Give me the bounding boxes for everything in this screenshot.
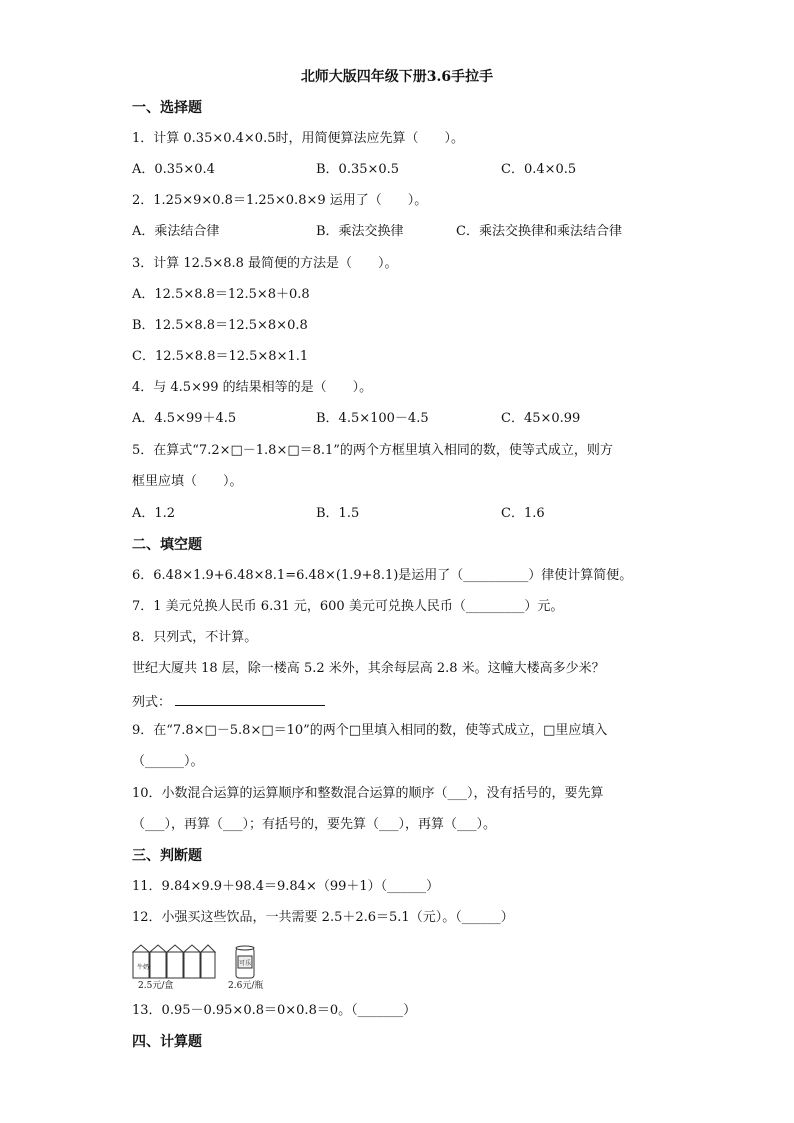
question-2-option-c: C．乘法交换律和乘法结合律 [456, 224, 622, 239]
question-2-option-a: A．乘法结合律 [132, 224, 220, 239]
milk-price-caption: 2.5元/盒 [138, 981, 174, 991]
section-heading-choice: 一、选择题 [132, 100, 202, 116]
question-1: 1．计算 0.35×0.4×0.5时，用简便算法应先算（ ）。 [132, 131, 464, 146]
question-3: 3．计算 12.5×8.8 最简便的方法是（ ）。 [132, 256, 398, 271]
section-heading-fill: 二、填空题 [132, 537, 202, 553]
question-10-line-1: 10．小数混合运算的运算顺序和整数混合运算的顺序（___），没有括号的，要先算 [132, 786, 604, 801]
question-4-option-c: C．45×0.99 [501, 411, 581, 426]
question-10-line-2: （___），再算（___）；有括号的，要先算（___），再算（___）。 [132, 817, 497, 832]
section-heading-calc: 四、计算题 [132, 1034, 202, 1050]
question-1-option-c: C．0.4×0.5 [501, 162, 577, 177]
question-4-option-a: A．4.5×99＋4.5 [132, 411, 237, 426]
section-heading-judge: 三、判断题 [132, 848, 202, 864]
question-5-line-1: 5．在算式“7.2×□－1.8×□＝8.1”的两个方框里填入相同的数，使等式成立，则方 [132, 443, 613, 458]
question-1-option-a: A．0.35×0.4 [132, 162, 215, 177]
question-2-option-b: B．乘法交换律 [316, 224, 404, 239]
question-8-problem: 世纪大厦共 18 层，除一楼高 5.2 米外，其余每层高 2.8 米。这幢大楼高多少米？ [132, 661, 605, 676]
milk-carton-label: 牛奶 [137, 964, 150, 971]
question-3-option-b: B．12.5×8.8＝12.5×8×0.8 [132, 318, 308, 333]
question-3-option-a: A．12.5×8.8＝12.5×8＋0.8 [132, 287, 310, 302]
question-6: 6．6.48×1.9+6.48×8.1=6.48×(1.9+8.1)是运用了（__________）律使计算简便。 [132, 568, 633, 583]
question-11: 11．9.84×9.9＋98.4＝9.84×（99＋1）（______） [132, 879, 440, 894]
question-7: 7．1 美元兑换人民币 6.31 元，600 美元可兑换人民币（_________）元。 [132, 599, 564, 614]
question-12: 12．小强买这些饮品，一共需要 2.5＋2.6＝5.1（元）。（______） [132, 910, 514, 925]
question-8-answer-label: 列式： [132, 695, 172, 710]
question-5-option-c: C．1.6 [501, 506, 545, 521]
question-5-option-b: B．1.5 [316, 506, 360, 521]
question-8: 8．只列式，不计算。 [132, 630, 258, 645]
question-9-line-1: 9．在“7.8×□－5.8×□＝10”的两个□里填入相同的数，使等式成立，□里应填入 [132, 723, 608, 738]
page-title: 北师大版四年级下册3.6手拉手 [300, 69, 494, 85]
question-4: 4．与 4.5×99 的结果相等的是（ ）。 [132, 380, 373, 395]
drink-can-label: 可乐 [239, 960, 252, 967]
milk-carton-icon [133, 945, 215, 978]
question-5-option-a: A．1.2 [132, 506, 176, 521]
question-13: 13．0.95－0.95×0.8＝0×0.8＝0。（_______） [132, 1003, 417, 1018]
question-9-line-2: （______）。 [132, 754, 204, 769]
question-5-line-2: 框里应填（ ）。 [132, 474, 243, 489]
question-8-answer-row [132, 691, 325, 712]
question-3-option-c: C．12.5×8.8＝12.5×8×1.1 [132, 349, 309, 364]
answer-blank-line [175, 691, 325, 706]
question-2: 2．1.25×9×0.8＝1.25×0.8×9 运用了（ ）。 [132, 193, 428, 208]
can-price-caption: 2.6元/瓶 [228, 981, 264, 991]
question-4-option-b: B．4.5×100－4.5 [316, 411, 429, 426]
question-1-option-b: B．0.35×0.5 [316, 162, 400, 177]
